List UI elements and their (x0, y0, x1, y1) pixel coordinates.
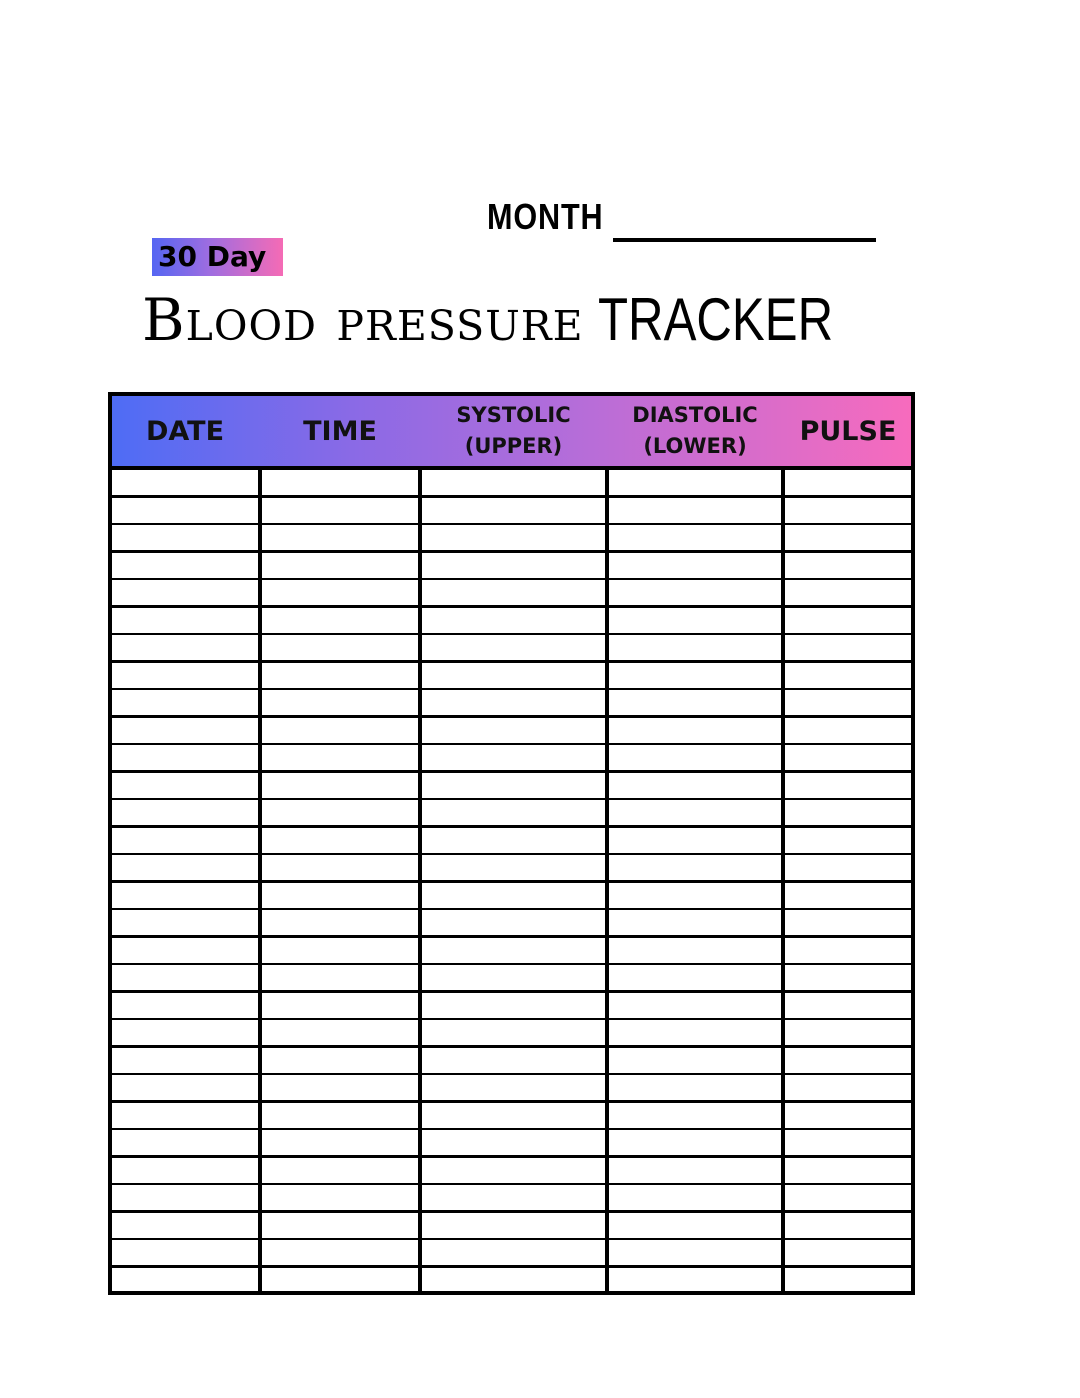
column-header-time-label: TIME (303, 415, 377, 447)
table-row[interactable] (112, 1048, 911, 1076)
table-row[interactable] (112, 800, 911, 828)
table-row[interactable] (112, 690, 911, 718)
table-row[interactable] (112, 883, 911, 911)
table-row[interactable] (112, 1103, 911, 1131)
table-row[interactable] (112, 745, 911, 773)
column-header-diastolic-sub: (LOWER) (643, 434, 747, 458)
table-row[interactable] (112, 855, 911, 883)
column-header-systolic (422, 396, 605, 466)
table-header (112, 396, 911, 470)
table-row[interactable] (112, 965, 911, 993)
table-row[interactable] (112, 1075, 911, 1103)
table-row[interactable] (112, 910, 911, 938)
title-main: Blood pressure (142, 286, 584, 354)
column-header-diastolic (609, 396, 781, 466)
table-row[interactable] (112, 635, 911, 663)
month-label: MONTH (487, 196, 604, 237)
duration-badge (152, 238, 283, 276)
table-row[interactable] (112, 580, 911, 608)
table-body (112, 470, 911, 1291)
column-header-diastolic-label: DIASTOLIC (632, 403, 758, 427)
column-divider (781, 466, 785, 1291)
table-row[interactable] (112, 1130, 911, 1158)
table-row[interactable] (112, 993, 911, 1021)
column-divider (258, 466, 262, 1291)
table-row[interactable] (112, 938, 911, 966)
column-divider (418, 466, 422, 1291)
table-row[interactable] (112, 553, 911, 581)
duration-badge-label: 30 Day (158, 240, 267, 273)
title-suffix: TRACKER (597, 286, 833, 353)
table-row[interactable] (112, 718, 911, 746)
column-divider (605, 466, 609, 1291)
column-header-pulse (785, 396, 911, 466)
table-row[interactable] (112, 663, 911, 691)
column-header-date (112, 396, 258, 466)
table-row[interactable] (112, 1185, 911, 1213)
table-row[interactable] (112, 1213, 911, 1241)
tracker-table (108, 392, 915, 1295)
table-row[interactable] (112, 828, 911, 856)
column-header-time (262, 396, 418, 466)
table-row[interactable] (112, 1158, 911, 1186)
table-row[interactable] (112, 470, 911, 498)
column-header-systolic-sub: (UPPER) (464, 434, 563, 458)
table-row[interactable] (112, 525, 911, 553)
column-header-pulse-label: PULSE (799, 415, 897, 447)
table-row[interactable] (112, 1240, 911, 1268)
table-row[interactable] (112, 498, 911, 526)
table-row[interactable] (112, 608, 911, 636)
column-header-date-label: DATE (145, 415, 225, 447)
column-header-systolic-label: SYSTOLIC (456, 403, 571, 427)
table-row[interactable] (112, 1268, 911, 1296)
table-row[interactable] (112, 773, 911, 801)
page-title (142, 280, 884, 360)
month-input-line[interactable] (613, 238, 876, 242)
table-row[interactable] (112, 1020, 911, 1048)
